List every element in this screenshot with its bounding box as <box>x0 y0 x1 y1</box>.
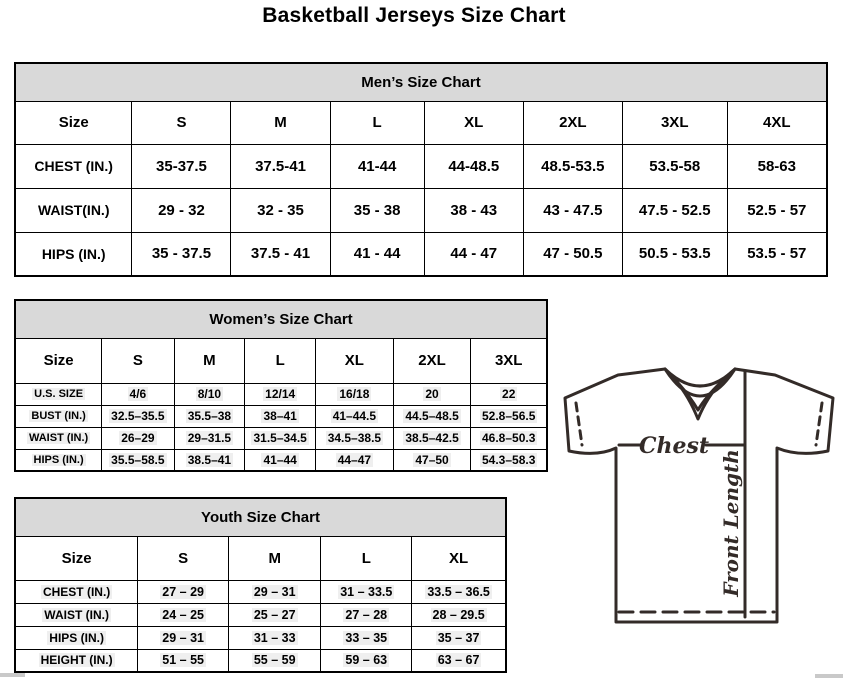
size-value-cell: 8/10 <box>174 383 245 405</box>
front-length-label: Front Length <box>719 449 743 597</box>
size-value-cell: 37.5-41 <box>231 144 330 188</box>
size-value-cell: 46.8–50.3 <box>471 427 547 449</box>
column-header: L <box>245 338 316 383</box>
column-header: S <box>138 536 229 580</box>
row-label: HIPS (IN.) <box>15 626 138 649</box>
column-header: L <box>330 101 424 144</box>
size-value-cell: 41-44 <box>330 144 424 188</box>
table-row <box>15 188 827 232</box>
size-value-cell: 51 – 55 <box>138 649 229 672</box>
table-row <box>15 405 547 427</box>
size-value-cell: 32.5–35.5 <box>102 405 174 427</box>
womens-size-table <box>14 299 548 472</box>
size-value-cell: 47 - 50.5 <box>523 232 622 276</box>
column-header: 2XL <box>393 338 471 383</box>
size-value-cell: 35 – 37 <box>412 626 506 649</box>
size-value-cell: 12/14 <box>245 383 316 405</box>
size-value-cell: 48.5-53.5 <box>523 144 622 188</box>
table-row <box>15 383 547 405</box>
size-value-cell: 28 – 29.5 <box>412 603 506 626</box>
size-value-cell: 35.5–38 <box>174 405 245 427</box>
size-value-cell: 29 – 31 <box>138 626 229 649</box>
size-value-cell: 31.5–34.5 <box>245 427 316 449</box>
size-value-cell: 16/18 <box>316 383 394 405</box>
row-label: CHEST (IN.) <box>15 144 132 188</box>
table-row <box>15 626 506 649</box>
column-header: S <box>132 101 231 144</box>
jersey-measurement-diagram <box>555 355 843 635</box>
column-header-row <box>15 101 827 144</box>
column-header: S <box>102 338 174 383</box>
row-label: HEIGHT (IN.) <box>15 649 138 672</box>
jersey-outline-svg <box>555 355 843 635</box>
column-header: M <box>231 101 330 144</box>
size-value-cell: 59 – 63 <box>321 649 412 672</box>
size-value-cell: 47.5 - 52.5 <box>622 188 727 232</box>
size-value-cell: 29 – 31 <box>229 580 321 603</box>
size-value-cell: 25 – 27 <box>229 603 321 626</box>
table-row <box>15 603 506 626</box>
size-value-cell: 26–29 <box>102 427 174 449</box>
column-header: XL <box>424 101 523 144</box>
size-value-cell: 29 - 32 <box>132 188 231 232</box>
size-value-cell: 20 <box>393 383 471 405</box>
size-value-cell: 27 – 29 <box>138 580 229 603</box>
size-value-cell: 43 - 47.5 <box>523 188 622 232</box>
scrollbar-fragment-right <box>815 674 843 678</box>
row-label: CHEST (IN.) <box>15 580 138 603</box>
column-header: M <box>229 536 321 580</box>
table-title-row <box>15 498 506 536</box>
size-value-cell: 34.5–38.5 <box>316 427 394 449</box>
column-header: Size <box>15 536 138 580</box>
size-value-cell: 41 - 44 <box>330 232 424 276</box>
table-title-row <box>15 63 827 101</box>
size-value-cell: 47–50 <box>393 449 471 471</box>
size-value-cell: 53.5 - 57 <box>727 232 827 276</box>
size-value-cell: 35 - 38 <box>330 188 424 232</box>
size-value-cell: 58-63 <box>727 144 827 188</box>
size-value-cell: 63 – 67 <box>412 649 506 672</box>
size-value-cell: 37.5 - 41 <box>231 232 330 276</box>
left-sleeve-stitch-line <box>576 403 582 445</box>
size-value-cell: 22 <box>471 383 547 405</box>
size-value-cell: 38.5–41 <box>174 449 245 471</box>
column-header: 2XL <box>523 101 622 144</box>
row-label: HIPS (IN.) <box>15 449 102 471</box>
table-row <box>15 449 547 471</box>
size-value-cell: 55 – 59 <box>229 649 321 672</box>
column-header: 3XL <box>471 338 547 383</box>
size-value-cell: 41–44 <box>245 449 316 471</box>
size-value-cell: 33.5 – 36.5 <box>412 580 506 603</box>
size-value-cell: 31 – 33.5 <box>321 580 412 603</box>
size-value-cell: 35.5–58.5 <box>102 449 174 471</box>
size-value-cell: 52.5 - 57 <box>727 188 827 232</box>
size-value-cell: 50.5 - 53.5 <box>622 232 727 276</box>
row-label: WAIST (IN.) <box>15 603 138 626</box>
collar-back-curve-2 <box>665 369 735 396</box>
column-header: Size <box>15 101 132 144</box>
column-header: XL <box>412 536 506 580</box>
size-value-cell: 27 – 28 <box>321 603 412 626</box>
size-value-cell: 4/6 <box>102 383 174 405</box>
size-value-cell: 32 - 35 <box>231 188 330 232</box>
table-row <box>15 580 506 603</box>
size-value-cell: 33 – 35 <box>321 626 412 649</box>
row-label: WAIST(IN.) <box>15 188 132 232</box>
table-title: Youth Size Chart <box>15 498 506 536</box>
column-header: 4XL <box>727 101 827 144</box>
column-header: XL <box>316 338 394 383</box>
table-row <box>15 232 827 276</box>
size-value-cell: 35-37.5 <box>132 144 231 188</box>
page-title: Basketball Jerseys Size Chart <box>262 4 566 27</box>
size-value-cell: 38 - 43 <box>424 188 523 232</box>
table-row <box>15 144 827 188</box>
table-title: Women’s Size Chart <box>15 300 547 338</box>
size-value-cell: 44 - 47 <box>424 232 523 276</box>
size-value-cell: 29–31.5 <box>174 427 245 449</box>
column-header: L <box>321 536 412 580</box>
size-value-cell: 44–47 <box>316 449 394 471</box>
chest-label: Chest <box>638 433 710 459</box>
column-header: M <box>174 338 245 383</box>
column-header: Size <box>15 338 102 383</box>
size-value-cell: 52.8–56.5 <box>471 405 547 427</box>
column-header: 3XL <box>622 101 727 144</box>
column-header-row <box>15 536 506 580</box>
mens-size-table <box>14 62 828 277</box>
size-value-cell: 24 – 25 <box>138 603 229 626</box>
table-title: Men’s Size Chart <box>15 63 827 101</box>
size-value-cell: 41–44.5 <box>316 405 394 427</box>
size-value-cell: 38–41 <box>245 405 316 427</box>
column-header-row <box>15 338 547 383</box>
row-label: HIPS (IN.) <box>15 232 132 276</box>
scrollbar-fragment-left <box>0 673 25 677</box>
youth-size-table <box>14 497 507 673</box>
size-value-cell: 35 - 37.5 <box>132 232 231 276</box>
size-value-cell: 38.5–42.5 <box>393 427 471 449</box>
size-value-cell: 44.5–48.5 <box>393 405 471 427</box>
table-row <box>15 427 547 449</box>
right-sleeve-stitch-line <box>816 403 822 445</box>
size-value-cell: 54.3–58.3 <box>471 449 547 471</box>
row-label: U.S. SIZE <box>15 383 102 405</box>
size-value-cell: 44-48.5 <box>424 144 523 188</box>
table-row <box>15 649 506 672</box>
row-label: WAIST (IN.) <box>15 427 102 449</box>
row-label: BUST (IN.) <box>15 405 102 427</box>
size-value-cell: 53.5-58 <box>622 144 727 188</box>
size-value-cell: 31 – 33 <box>229 626 321 649</box>
table-title-row <box>15 300 547 338</box>
